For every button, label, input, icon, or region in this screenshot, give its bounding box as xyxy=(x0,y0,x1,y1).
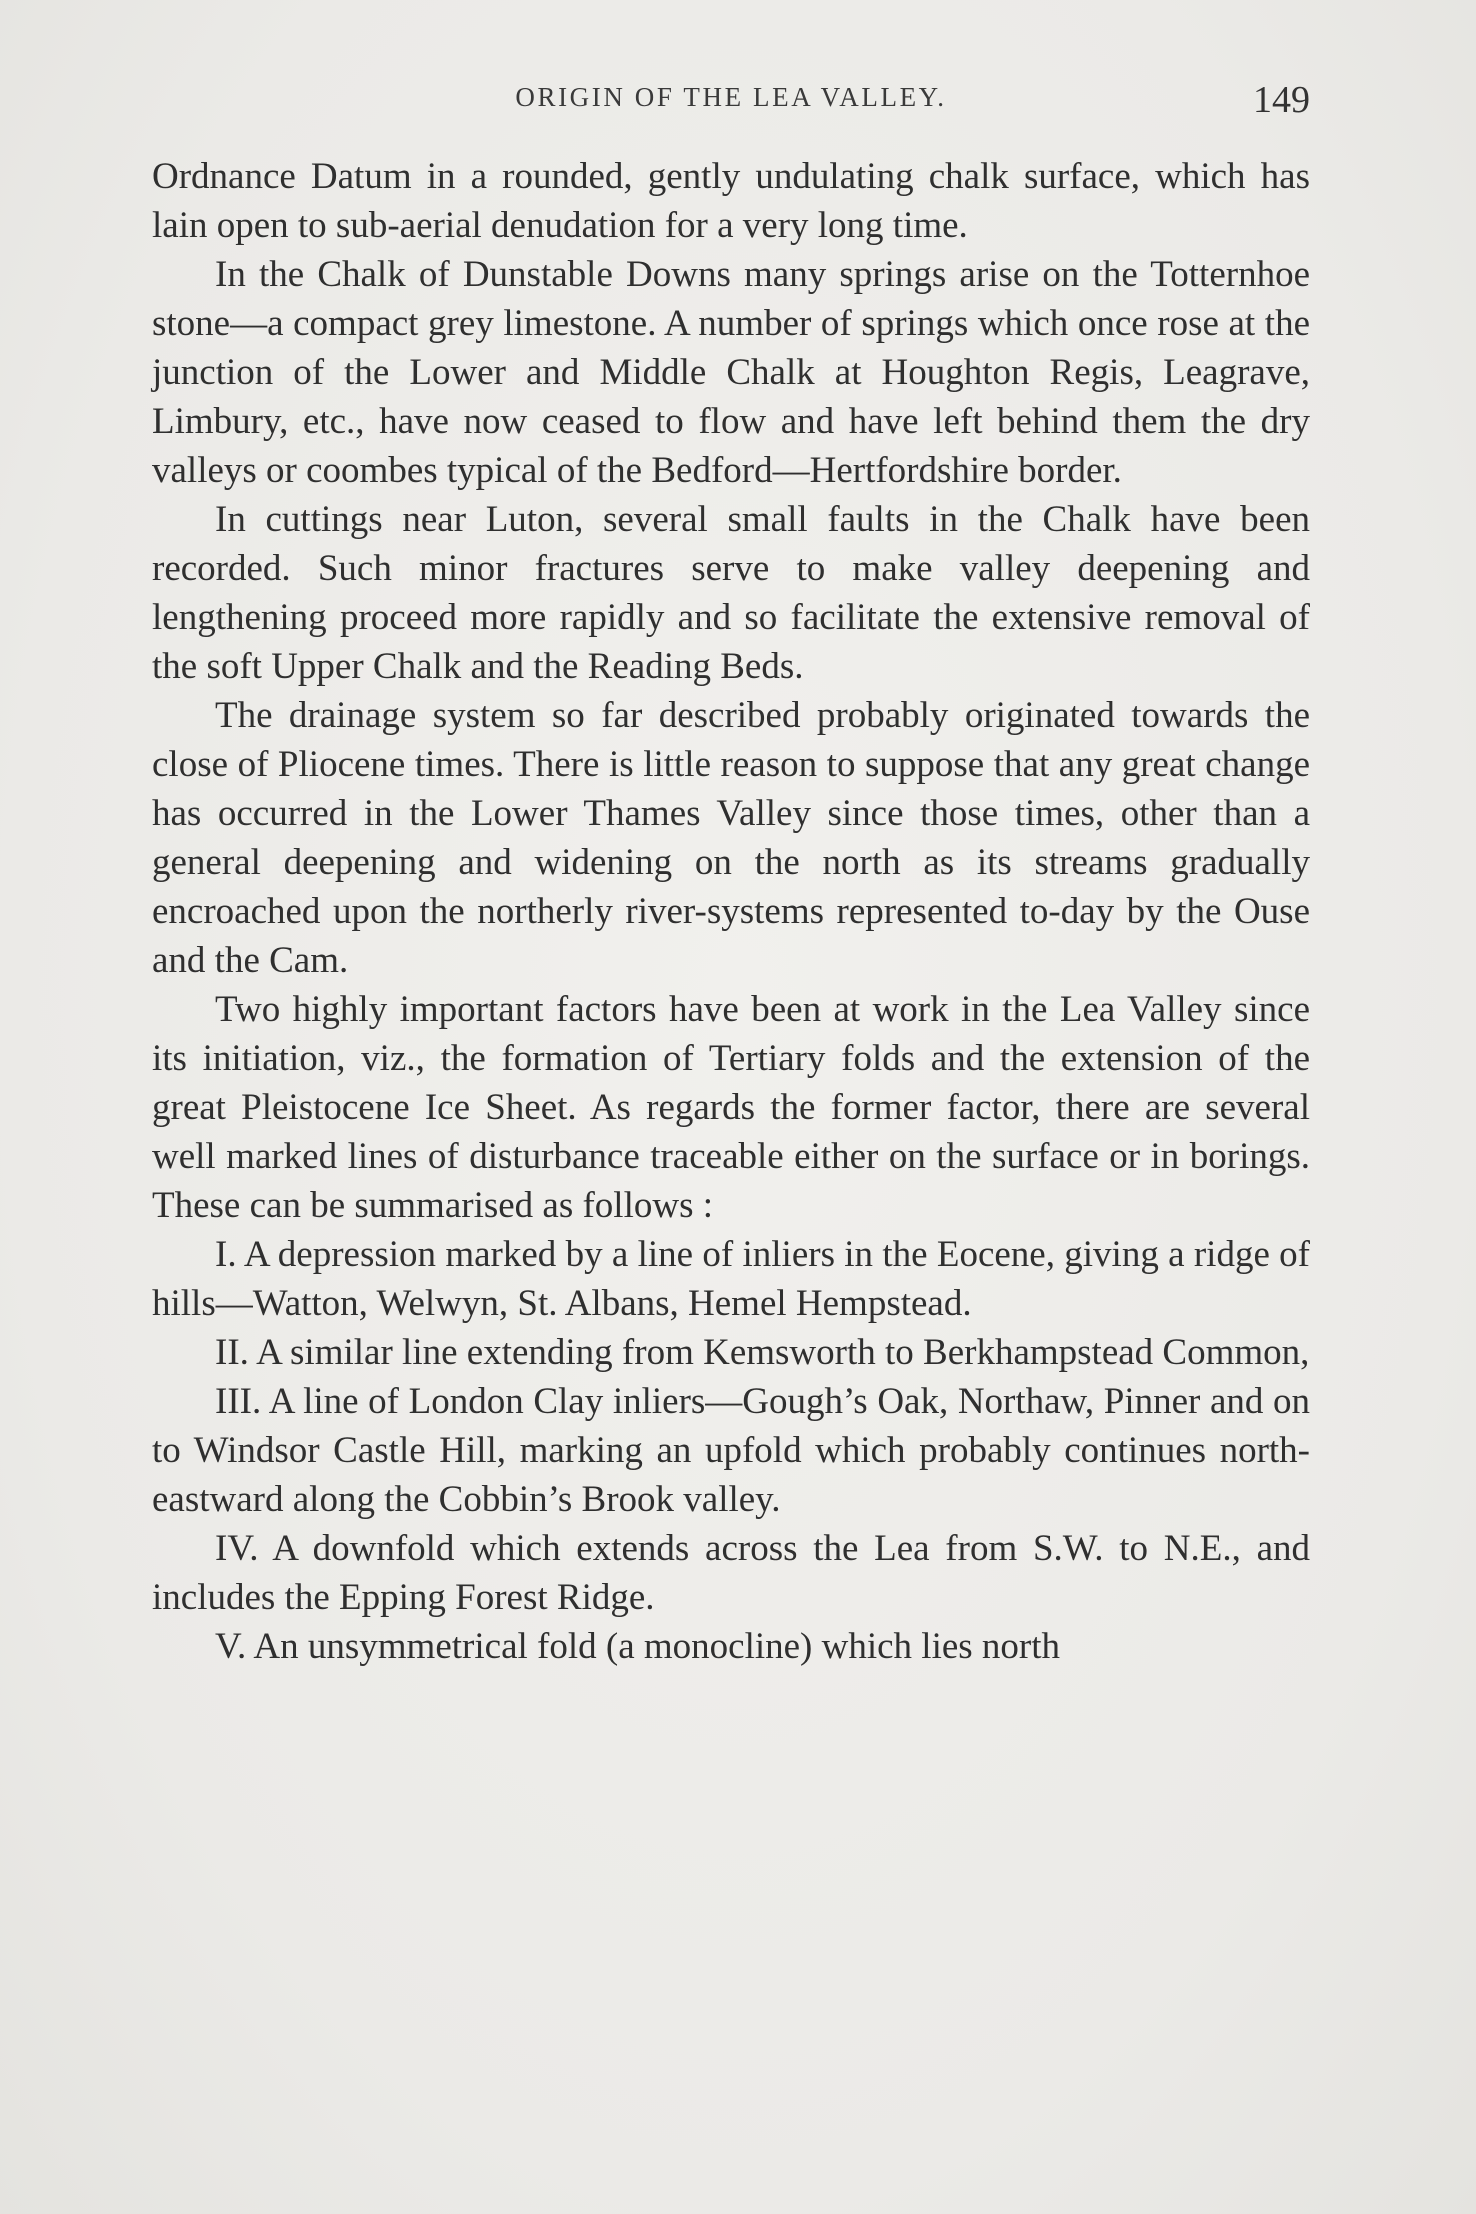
list-item-3: III. A line of London Clay inliers—Gough’s Oak, Northaw, Pinner and on to Windsor Castle Hill, marking an upfold which probably continues north-eastward along the Cobbin’s Brook valley. xyxy=(152,1381,1310,1520)
paragraph-1: Ordnance Datum in a rounded, gently undulating chalk surface, which has lain open to sub-aerial denudation for a very long time. xyxy=(152,156,1310,246)
list-item-1: I. A depression marked by a line of inliers in the Eocene, giving a ridge of hills—Watton, Welwyn, St. Albans, Hemel Hempstead. xyxy=(152,1234,1310,1324)
running-title: ORIGIN OF THE LEA VALLEY. xyxy=(515,82,947,112)
list-item-5: V. An unsymmetrical fold (a monocline) which lies north xyxy=(215,1626,1061,1667)
running-head xyxy=(152,79,1310,126)
paragraph-5: Two highly important factors have been at work in the Lea Valley since its initiation, viz., the formation of Tertiary folds and the extension of the great Pleistocene Ice Sheet. As regards the former factor, there are several well marked lines of disturbance traceable either on the surface or in borings. These can be summarised as follows : xyxy=(152,989,1310,1226)
paragraph-4: The drainage system so far described probably originated towards the close of Pliocene times. There is little reason to suppose that any great change has occurred in the Lower Thames Valley since those times, other than a general deepening and widening on the north as its streams gradually encroached upon the northerly river-systems represented to-day by the Ouse and the Cam. xyxy=(152,695,1310,981)
paragraph-3: In cuttings near Luton, several small faults in the Chalk have been recorded. Such minor fractures serve to make valley deepening and lengthening proceed more rapidly and so facilitate the extensive removal of the soft Upper Chalk and the Reading Beds. xyxy=(152,499,1310,687)
list-item-2: II. A similar line extending from Kemsworth to Berkhampstead Common, xyxy=(215,1332,1310,1373)
page-number: 149 xyxy=(1253,79,1310,121)
body-text xyxy=(152,152,1310,1671)
list-item-4: IV. A downfold which extends across the Lea from S.W. to N.E., and includes the Epping Forest Ridge. xyxy=(152,1528,1310,1618)
paragraph-2: In the Chalk of Dunstable Downs many springs arise on the Totternhoe stone—a compact grey limestone. A number of springs which once rose at the junction of the Lower and Middle Chalk at Houghton Regis, Leagrave, Limbury, etc., have now ceased to flow and have left behind them the dry valleys or coombes typical of the Bedford—Hertfordshire border. xyxy=(152,254,1310,491)
